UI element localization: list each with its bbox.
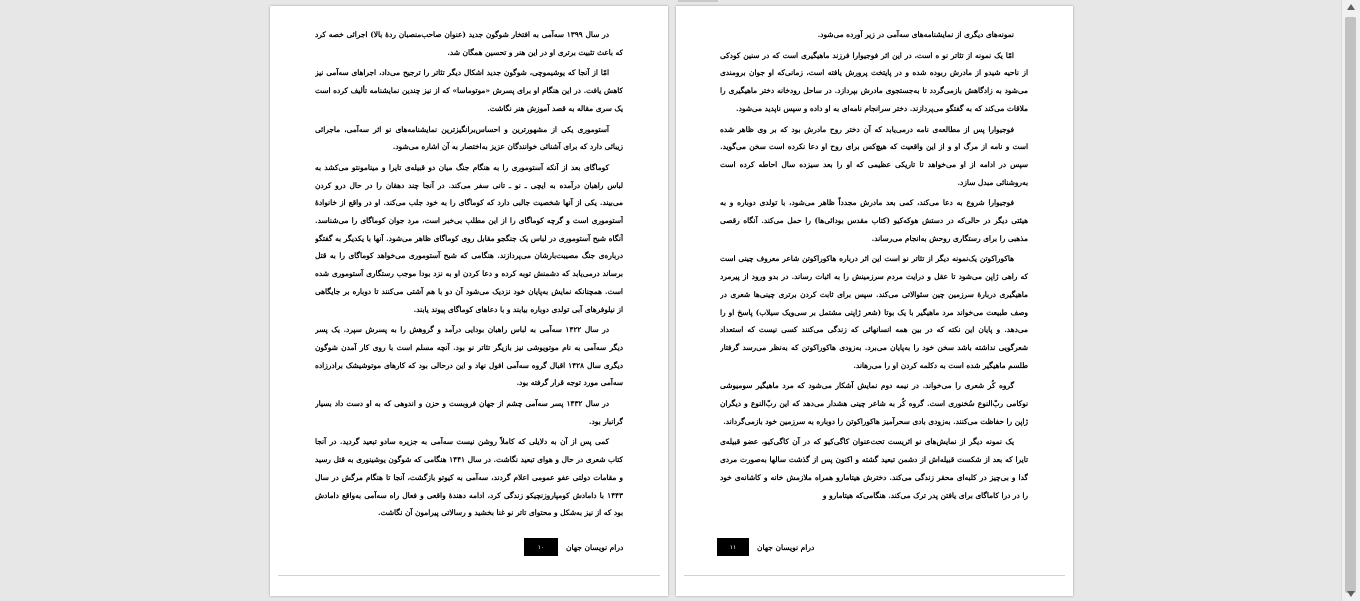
scrollbar-thumb[interactable] (1345, 17, 1356, 593)
paragraph: یک نمونه دیگر از نمایش‌های نو اثریست تحت‌عنوان کاگی‌کیو که در آن کاگی‌کیو، عضو قبیله‌ی تایرا که بعد از شکست قبیله‌اش از دشمن تبعید گشته و اکنون پس از گذشت سالها به‌صورت مردی گدا و بی‌چیز در کلبه‌ای محقر زندگی می‌کند. دخترش هیتامارو همراه ملازمش خانه و کاشانه‌ی خود را در درا کاماگای برای یافتن پدر ترک می‌کند. هنگامی‌که هیتامارو و (720, 437, 1028, 500)
footer-divider (684, 575, 1065, 576)
page-number: ۱۰ (524, 538, 558, 556)
paragraph: امّا یک نمونه از تئاتر نو ه است، در این اثر فوجیوارا فرزند ماهیگیری است که در سنین کودکی از ناحیه شیدو از مادرش ربوده شده و در پایتخت پرورش یافته است، زمانی‌که او جوان برومندی می‌شود به زادگاهش بازمی‌گردد تا به‌جستجوی مادرش بپردازد. در ساحل رودخانه دختر ماهیگیری را ملاقات می‌کند که به گفتگو می‌پردازند. دختر سرانجام نامه‌ای به او داده و سپس ناپدید می‌شود. (720, 50, 1028, 113)
viewer-top-tab (678, 0, 718, 2)
paragraph: کمی پس از آن به دلایلی که کاملاً روشن نیست سه‌آمی به جزیره سادو تبعید گردید. در آنجا کتاب شعری در حال و هوای تبعید نگاشت. در سال ۱۴۴۱ هنگامی که شوگون یوشینوری به قتل رسید و مقامات دولتی عفو عمومی اعلام گردند، سه‌آمی به کیوتو بازگشت، آنجا تا هنگام مرگش در سال ۱۴۴۳ با دامادش کومپاروزنچیکو زندگی کرد، ادامه دهندهٔ واقعی و فعال راه سه‌آمی به‌واقع دامادش بود که از نیز به‌شکل و محتوای تاتر نو غنا بخشید و رسالاتی پیرامون آن نگاشت. (315, 437, 623, 518)
page-number: ۱۱ (717, 538, 749, 556)
triangle-down-icon (1347, 591, 1355, 597)
paragraph: کوماگای بعد از آنکه آستوموری را به هنگام جنگ میان دو قبیله‌ی تایرا و مینامونتو می‌کشد به لباس راهبان درآمده به ایچی ـ نو ـ تانی سفر می‌کند. در آنجا چند دهقان را در حال درو کردن می‌بیند. یکی از آنها شخصیت جالبی دارد که کوماگای را به خود جلب می‌کند. او در واقع از خانوادهٔ آستوموری است و گرچه کوماگای را از این مطلب بی‌خبر است، مرد جوان کوماگای را می‌شناسد. آنگاه شبح آستوموری در لباس یک جنگجو مقابل روی کوماگای ظاهر می‌شود. آنها با یکدیگر به گفتگو درباره‌ی جنگ مصیبت‌بارشان می‌پردازند. هنگامی که شبح آستوموری می‌خواهد کوماگای را به قتل برساند درمی‌یابد که دشمنش توبه کرده و دعا کردن او به نزد بودا موجب رستگاری آستوموری شده است. همچنانکه نمایش به‌پایان خود نزدیک می‌شود آن دو با هم آشتی می‌کنند تا دوباره بر جایگاهی از نیلوفرهای آبی تولدی دوباره بیابند و با دعاهای کوماگای پیوند یابند. (315, 162, 623, 314)
paragraph: فوجیوارا شروع به دعا می‌کند، کمی بعد مادرش مجدداً ظاهر می‌شود، با تولدی دوباره و به هیئتی دیگر در حالی‌که در دستش هوکه‌کیو (کتاب مقدس بودائی‌ها) را حمل می‌کند. آنگاه رقصی مذهبی را برای رستگاری روحش به‌انجام می‌رساند. (720, 198, 1028, 243)
paragraph: در سال ۱۳۹۹ سه‌آمی به افتخار شوگون جدید (عنوان صاحب‌منصبان ردهٔ بالا) اجرائی خصه کرد که باعث تثبیت برتری او در این هنر و تحسین همگان شد. (315, 30, 623, 57)
triangle-up-icon (1347, 4, 1355, 10)
paragraph: در سال ۱۴۲۲ سه‌آمی به لباس راهبان بودایی درآمد و گروهش را به پسرش سپرد. یک پسر دیگر سه‌آمی به نام موتویوشی نیز بازیگر تئاتر نو بود. آنچه مسلم است با روی کار آمدن شوگون دیگری سال ۱۴۲۸ اقبال گروه سه‌آمی افول نهاد و این درحالی بود که کارهای موتوشیشک برادرزاده سه‌آمی مورد توجه قرار گرفته بود. (315, 325, 623, 388)
page-footer (524, 538, 623, 556)
scroll-up-button[interactable] (1342, 0, 1360, 14)
page-footer (717, 538, 814, 556)
paragraph: هاکوراکوتن یک‌نمونه دیگر از تئاتر نو است این اثر درباره هاکوراکوتن شاعر معروف چینی است که راهی ژاپن می‌شود تا عقل و درایت مردم سرزمینش را به اثبات رساند. در بدو ورود از پیرمرد ماهیگیری دربارهٔ سرزمین چین سئوالاتی می‌کند. سپس برای ثابت کردن برتری چینی‌ها شعری در وصف طبیعت می‌خواند مرد ماهیگیر با یک بوتا (شعر ژاپنی مشتمل بر سی‌ویک سیلاب) پاسخ او را می‌دهد. و پایان این نکته که در بین همه انسانهائی که زندگی می‌کنند کسی نیست که استعداد شعرگویی نداشته باشد سخن خود را به‌پایان می‌برد. به‌زودی هاکوراکوتن که به‌نظر می‌رسد گرفتار طلسم ماهیگیر شده است به دکلمه کردن او را می‌رهاند. (720, 254, 1028, 370)
paragraph: نمونه‌های دیگری از نمایشنامه‌های سه‌آمی در زیر آورده می‌شود. (817, 30, 1014, 39)
paragraph: امّا از آنجا که یوشیموچی، شوگون جدید اشکال دیگر تئاتر را ترجیح می‌داد، اجراهای سه‌آمی نیز کاهش یافت. در این هنگام او برای پسرش «موتوماسا» که از نیز چندین نمایشنامه تألیف کرده است یک سری مقاله به قصد آموزش هنر نگاشت. (315, 68, 623, 113)
footer-book-title: درام نویسان جهان (566, 542, 624, 552)
paragraph: در سال ۱۴۳۲ پسر سه‌آمی چشم از جهان فروبست و حزن و اندوهی که به او دست داد بسیار گرانبار بود. (315, 399, 623, 426)
scroll-down-button[interactable] (1342, 587, 1360, 601)
page-right (676, 6, 1073, 596)
footer-book-title: درام نویسان جهان (757, 542, 815, 552)
footer-divider (278, 575, 660, 576)
page-body (720, 26, 1028, 538)
paragraph: آستوموری یکی از مشهورترین و احساس‌برانگیزترین نمایشنامه‌های نو اثر سه‌آمی، ماجرائی زیبائی دارد که برای آشنائی خوانندگان عزیز به‌اختصار به آن اشاره می‌شود. (315, 124, 623, 152)
page-body (315, 26, 623, 538)
vertical-scrollbar[interactable] (1341, 0, 1360, 601)
page-left (270, 6, 668, 596)
paragraph: فوجیوارا پس از مطالعه‌ی نامه درمی‌یابد که آن دختر روح مادرش بود که بر وی ظاهر شده است و نامه از مرگ او و از این واقعیت که هیچ‌کس برای روح او دعا نکرده است سخن می‌گوید. سپس در ادامه از او می‌خواهد تا تاریکی عظیمی که او را بعد سیزده سال احاطه کرده است به‌روشنائی مبدل سازد. (720, 124, 1028, 187)
paragraph: گروه کُر شعری را می‌خواند. در نیمه دوم نمایش آشکار می‌شود که مرد ماهیگیر سومیوشی نوکامی ربّ‌النوع سُخنوری است. گروه کُر به شاعر چینی هشدار می‌دهد که این ربّ‌النوع و دیگران ژاپن را حفاظت می‌کنند. به‌زودی بادی سحرآمیز هاکوراکوتن را دوباره به سرزمین خود بازمی‌گرداند. (720, 381, 1028, 426)
